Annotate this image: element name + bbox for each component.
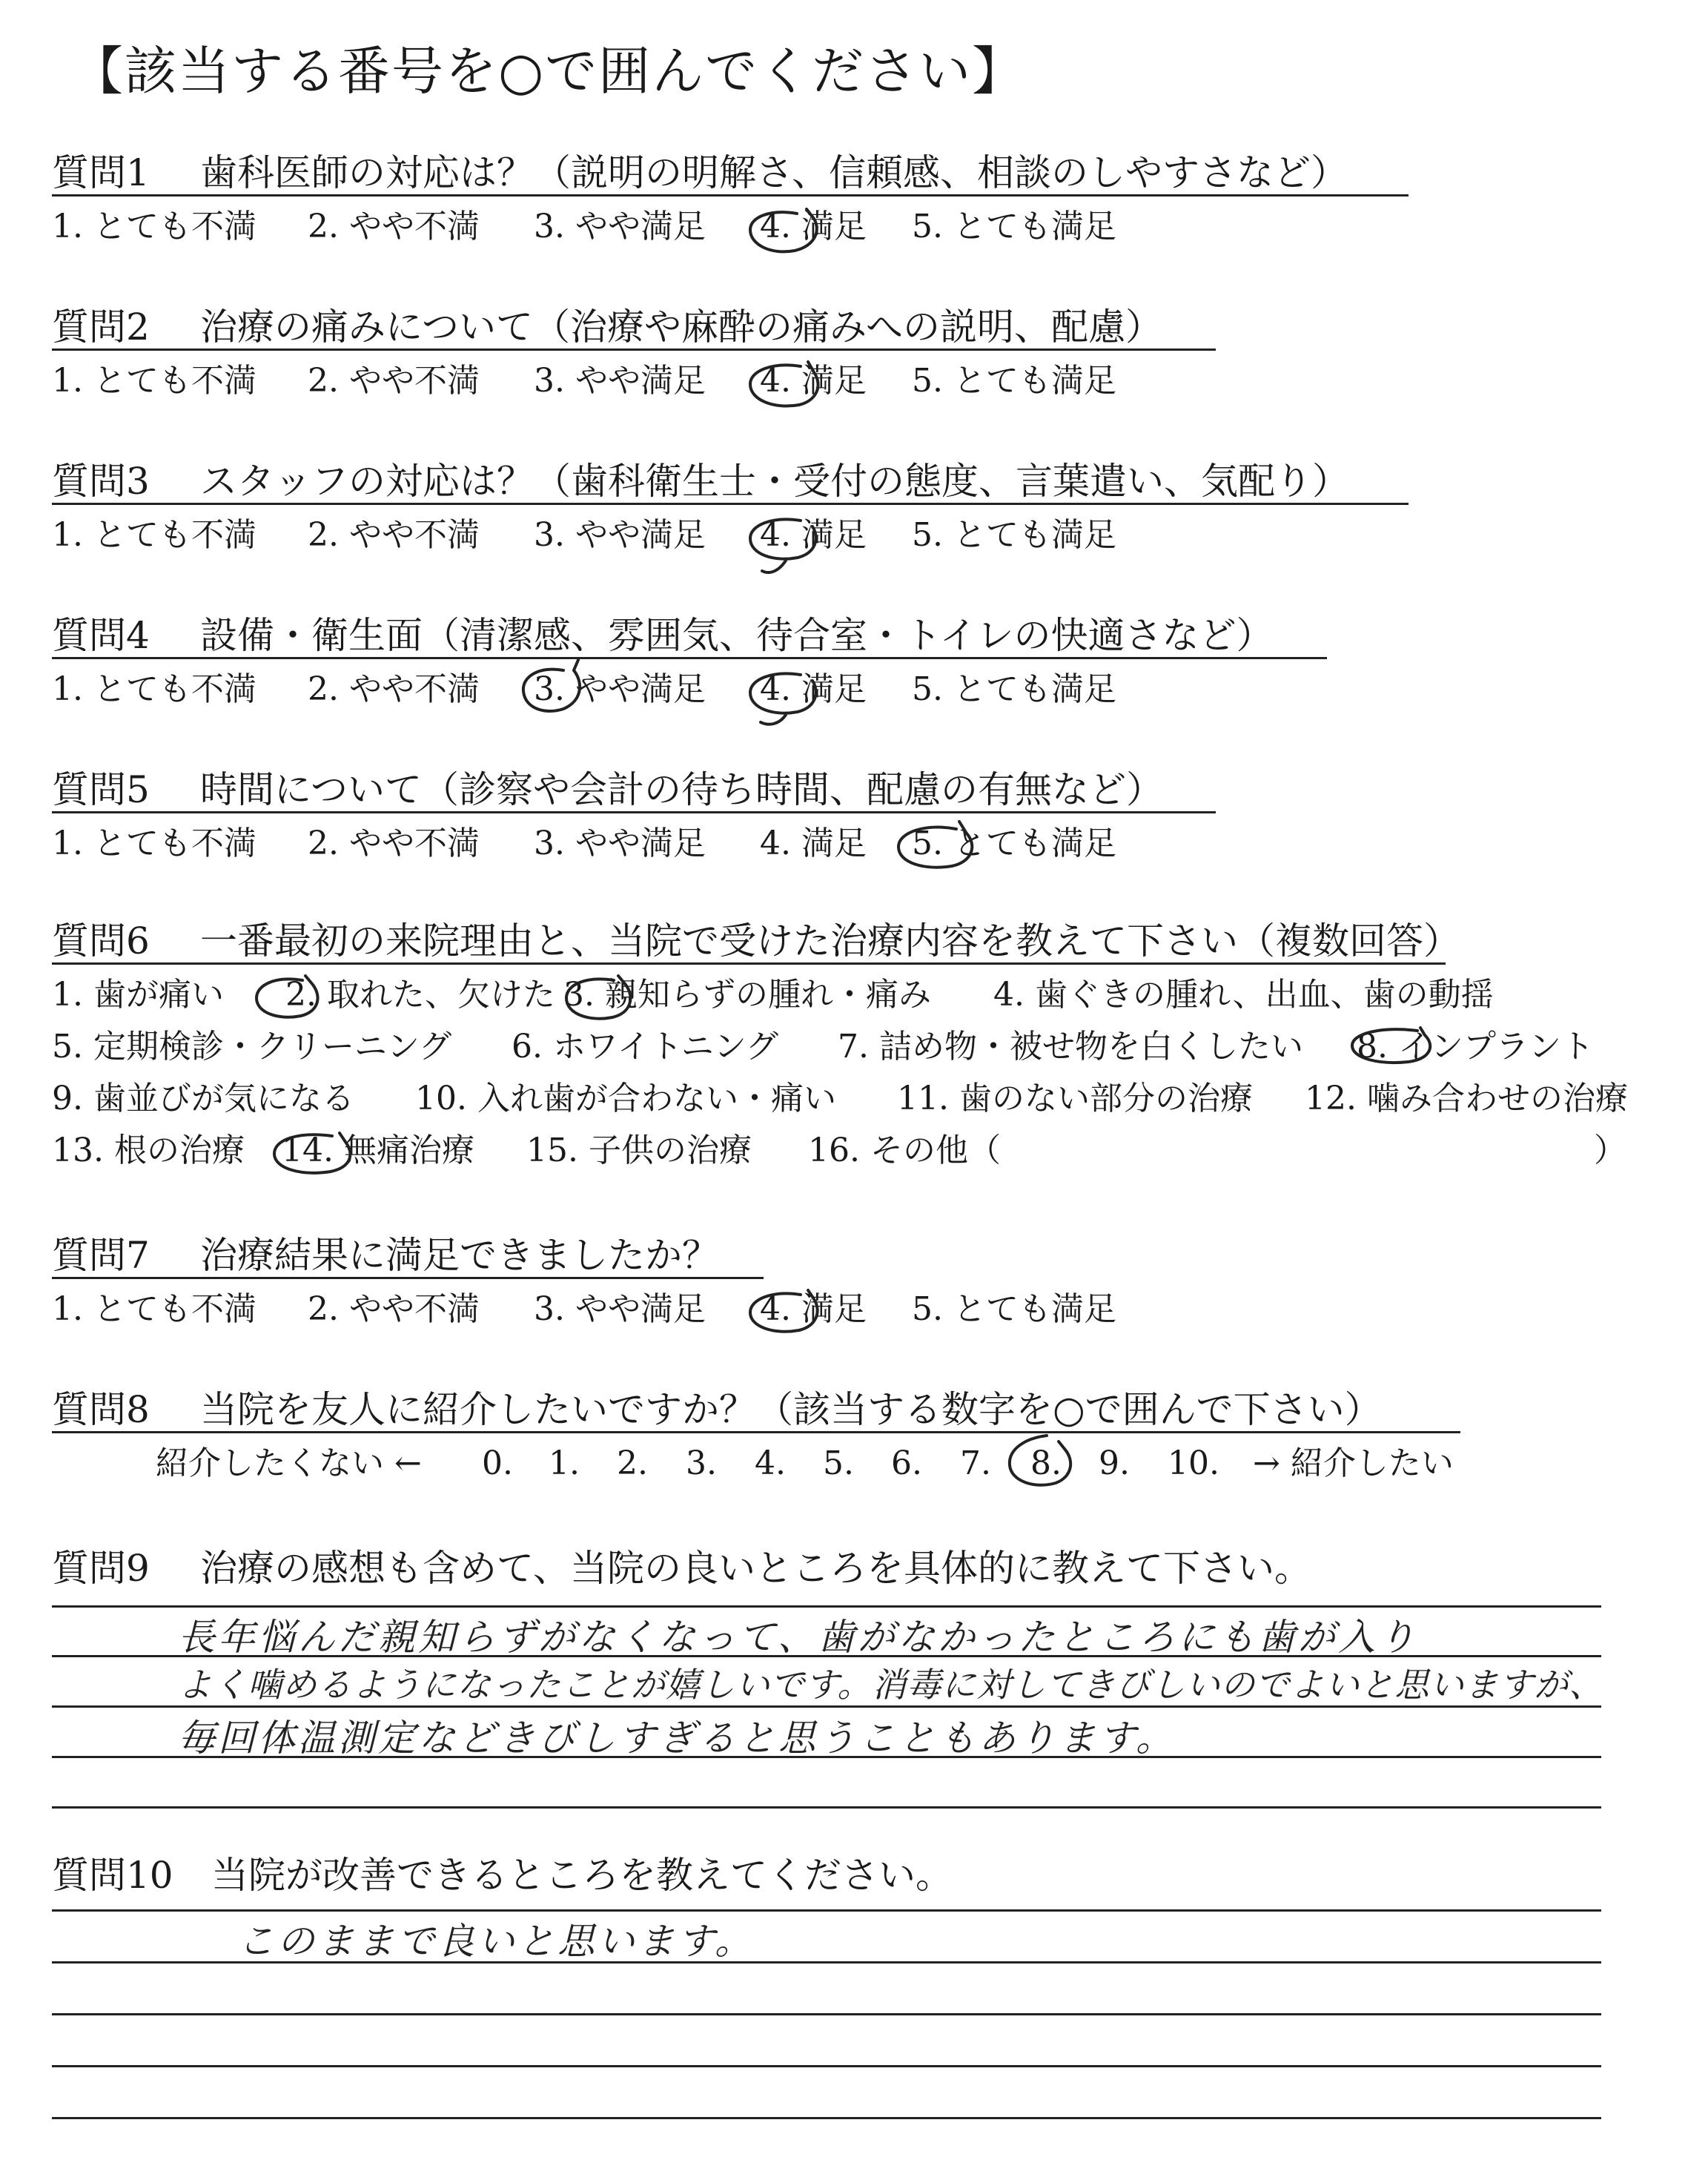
scale-right-label: → 紹介したい [1253, 1444, 1454, 1482]
option-8[interactable]: 8. インプラント [1357, 1028, 1594, 1066]
handwritten-answer-line[interactable]: 毎回体温測定などきびしすぎると思うこともあります。 [178, 1717, 1176, 1760]
option-3[interactable]: 3. やや満足 [534, 670, 706, 708]
page-title: 【該当する番号を○で囲んでください】 [71, 41, 1026, 102]
option-7[interactable]: 7. 詰め物・被せ物を白くしたい [838, 1028, 1303, 1066]
question-text: 当院が改善できるところを教えてください。 [211, 1854, 953, 1897]
circle-mark-q4-4 [750, 673, 816, 724]
scale-9[interactable]: 9. [1099, 1444, 1130, 1482]
circle-mark-q3-4 [750, 519, 816, 572]
option-4[interactable]: 4. 満足 [760, 670, 867, 708]
option-3[interactable]: 3. やや満足 [534, 1290, 706, 1328]
circle-mark-q4-3 [523, 660, 580, 711]
option-9[interactable]: 9. 歯並びが気になる [52, 1080, 354, 1117]
question-number: 質問3 [52, 460, 150, 503]
option-1[interactable]: 1. とても不満 [52, 825, 256, 862]
question-number: 質問2 [52, 305, 150, 349]
option-4[interactable]: 4. 満足 [760, 825, 867, 862]
option-2[interactable]: 2. やや不満 [308, 825, 480, 862]
option-13[interactable]: 13. 根の治療 [52, 1132, 245, 1169]
option-5[interactable]: 5. とても満足 [912, 362, 1116, 400]
scale-7[interactable]: 7. [960, 1444, 991, 1482]
option-5[interactable]: 5. 定期検診・クリーニング [52, 1028, 452, 1066]
option-3[interactable]: 3. やや満足 [534, 516, 706, 554]
question-text: 治療の痛みについて（治療や麻酔の痛みへの説明、配慮） [200, 305, 1162, 349]
handwritten-answer-line[interactable]: よく噛めるようになったことが嬉しいです。消毒に対してきびしいのでよいと思いますが、 [178, 1665, 1604, 1705]
option-15[interactable]: 15. 子供の治療 [526, 1132, 752, 1169]
scale-4[interactable]: 4. [755, 1444, 786, 1482]
option-5[interactable]: 5. とても満足 [912, 825, 1116, 862]
question-text: 歯科医師の対応は？（説明の明解さ、信頼感、相談のしやすさなど） [200, 151, 1348, 194]
question-number: 質問8 [52, 1388, 150, 1431]
option-1[interactable]: 1. とても不満 [52, 670, 256, 708]
circle-mark-q6-2 [256, 976, 318, 1017]
other-close-paren: ） [1594, 1132, 1626, 1169]
scale-0[interactable]: 0. [482, 1444, 513, 1482]
option-1[interactable]: 1. とても不満 [52, 208, 256, 245]
option-3[interactable]: 3. やや満足 [534, 208, 706, 245]
question-number: 質問10 [52, 1854, 173, 1897]
option-2[interactable]: 2. やや不満 [308, 208, 480, 245]
option-2[interactable]: 2. やや不満 [308, 516, 480, 554]
option-12[interactable]: 12. 噛み合わせの治療 [1305, 1080, 1628, 1117]
question-text: スタッフの対応は？（歯科衛生士・受付の態度、言葉遣い、気配り） [200, 460, 1349, 503]
option-2[interactable]: 2. 取れた、欠けた [285, 976, 555, 1014]
option-10[interactable]: 10. 入れ歯が合わない・痛い [415, 1080, 836, 1117]
option-4[interactable]: 4. 満足 [760, 516, 867, 554]
question-number: 質問1 [52, 151, 150, 194]
question-text: 治療結果に満足できましたか？ [200, 1234, 719, 1277]
option-2[interactable]: 2. やや不満 [308, 670, 480, 708]
option-2[interactable]: 2. やや不満 [308, 362, 480, 400]
option-2[interactable]: 2. やや不満 [308, 1290, 480, 1328]
question-number: 質問5 [52, 768, 150, 811]
question-text: 設備・衛生面（清潔感、雰囲気、待合室・トイレの快適さなど） [200, 614, 1274, 657]
question-text: 時間について（診察や会計の待ち時間、配慮の有無など） [200, 768, 1163, 811]
option-5[interactable]: 5. とても満足 [912, 516, 1116, 554]
scale-8[interactable]: 8. [1030, 1444, 1062, 1482]
circle-mark-q5-5 [898, 822, 972, 868]
scale-3[interactable]: 3. [686, 1444, 717, 1482]
scale-10[interactable]: 10. [1168, 1444, 1219, 1482]
question-text: 治療の感想も含めて、当院の良いところを具体的に教えて下さい。 [200, 1547, 1311, 1590]
scale-1[interactable]: 1. [549, 1444, 580, 1482]
question-number: 質問6 [52, 919, 150, 962]
option-16[interactable]: 16. その他（ [808, 1132, 1001, 1169]
scale-5[interactable]: 5. [823, 1444, 854, 1482]
circle-mark-q7-4 [750, 1290, 818, 1332]
circle-mark-q6-14 [274, 1133, 350, 1173]
question-number: 質問9 [52, 1547, 150, 1590]
question-number: 質問4 [52, 614, 150, 657]
option-5[interactable]: 5. とても満足 [912, 670, 1116, 708]
circle-mark-q6-8 [1352, 1028, 1430, 1063]
option-4[interactable]: 4. 満足 [760, 208, 867, 245]
scale-2[interactable]: 2. [617, 1444, 648, 1482]
option-4[interactable]: 4. 満足 [760, 1290, 867, 1328]
question-text: 当院を友人に紹介したいですか？（該当する数字を○で囲んで下さい） [200, 1388, 1382, 1431]
circle-mark-q6-3 [566, 976, 630, 1019]
handwritten-answer-line[interactable]: 長年悩んだ親知らずがなくなって、歯がなかったところにも歯が入り [178, 1616, 1418, 1659]
scale-6[interactable]: 6. [891, 1444, 922, 1482]
option-1[interactable]: 1. とても不満 [52, 1290, 256, 1328]
option-3[interactable]: 3. 親知らずの腫れ・痛み [563, 976, 931, 1014]
option-4[interactable]: 4. 歯ぐきの腫れ、出血、歯の動揺 [993, 976, 1494, 1014]
option-5[interactable]: 5. とても満足 [912, 1290, 1116, 1328]
option-6[interactable]: 6. ホワイトニング [512, 1028, 779, 1066]
scale-left-label: 紹介したくない ← [156, 1444, 422, 1482]
circle-mark-q1-4 [750, 209, 817, 251]
option-14[interactable]: 14. 無痛治療 [282, 1132, 474, 1169]
option-5[interactable]: 5. とても満足 [912, 208, 1116, 245]
handwritten-answer-line[interactable]: このままで良いと思います。 [237, 1920, 755, 1963]
option-1[interactable]: 1. とても不満 [52, 516, 256, 554]
option-4[interactable]: 4. 満足 [760, 362, 867, 400]
option-3[interactable]: 3. やや満足 [534, 825, 706, 862]
circle-mark-q8-8 [1010, 1436, 1070, 1485]
option-1[interactable]: 1. とても不満 [52, 362, 256, 400]
option-3[interactable]: 3. やや満足 [534, 362, 706, 400]
question-text: 一番最初の来院理由と、当院で受けた治療内容を教えて下さい（複数回答） [200, 919, 1460, 962]
option-1[interactable]: 1. 歯が痛い [52, 976, 224, 1014]
option-11[interactable]: 11. 歯のない部分の治療 [897, 1080, 1253, 1117]
circle-mark-q2-4 [750, 362, 818, 406]
question-number: 質問7 [52, 1234, 150, 1277]
